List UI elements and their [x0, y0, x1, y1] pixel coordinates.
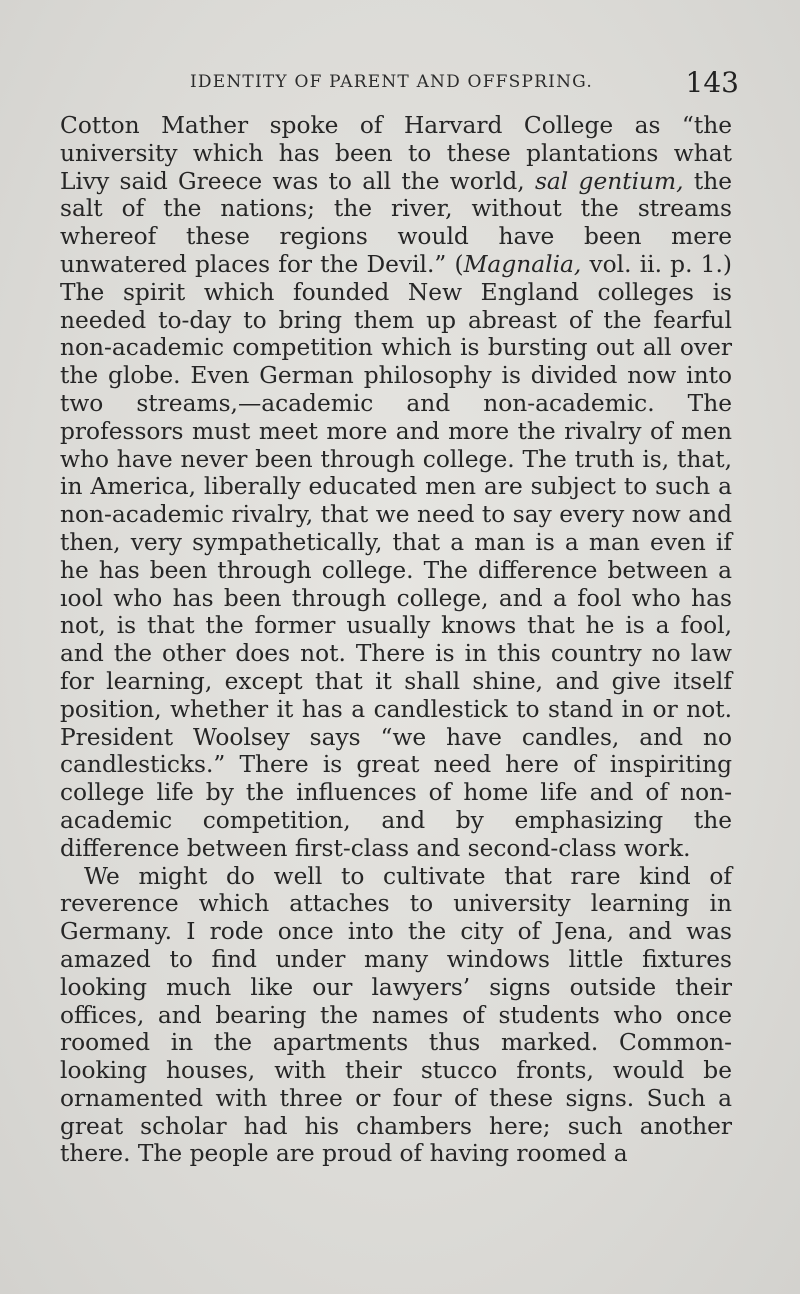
paragraph: We might do well to cultivate that rare kind of reverence which attaches to university learning in Germany. I rode once into the city of Jena, and was amazed to find under many windows little fixtures looking much like our lawyers’ signs outside their offices, and bearing the names of students who once roomed in the apartments thus marked. Common-looking houses, with their stucco fronts, would be ornamented with three or four of these signs. Such a great scholar had his chambers here; such another there. The people are proud of having roomed a — [60, 862, 732, 1168]
italic-book-title: Magnalia, — [463, 250, 582, 278]
running-header — [190, 66, 739, 106]
italic-latin-phrase: sal gentium, — [534, 167, 684, 195]
text-run: Cotton Mather spoke of Harvard College as “the university which has been to these plantations what Livy said Greece was to all the world, — [60, 112, 732, 195]
paragraph — [60, 112, 732, 863]
running-title: IDENTITY OF PARENT AND OFFSPRING. — [190, 72, 593, 92]
body-text — [60, 112, 732, 1168]
text-run: vol. ii. p. 1.) The spirit which founded New England colleges is needed to-day to bring them up abreast of the fearful non-academic competition which is bursting out all over the globe. Even German philosophy is divided now into two streams,—academic and non-academic. The professors must meet more and more the rivalry of men who have never been through college. The truth is, that, in America, liberally educated men are subject to such a non-academic rivalry, that we need to say every now and then, very sympathetically, that a man is a man even if he has been through college. The difference between a ıool who has been through college, and a fool who has not, is that the former usually knows that he is a fool, and the other does not. There is in this country no law for learning, except that it shall shine, and give itself position, whether it has a candlestick to stand in or not. President Woolsey says “we have candles, and no candlesticks.” There is great need here of inspiriting college life by the influences of home life and of non-academic competition, and by emphasizing the difference between first-class and second-class work. — [60, 250, 732, 862]
text-run: the salt of the nations; the river, without the streams whereof these regions would have been mere unwatered places for the Devil.” ( — [60, 167, 732, 278]
page-number: 143 — [685, 66, 739, 99]
